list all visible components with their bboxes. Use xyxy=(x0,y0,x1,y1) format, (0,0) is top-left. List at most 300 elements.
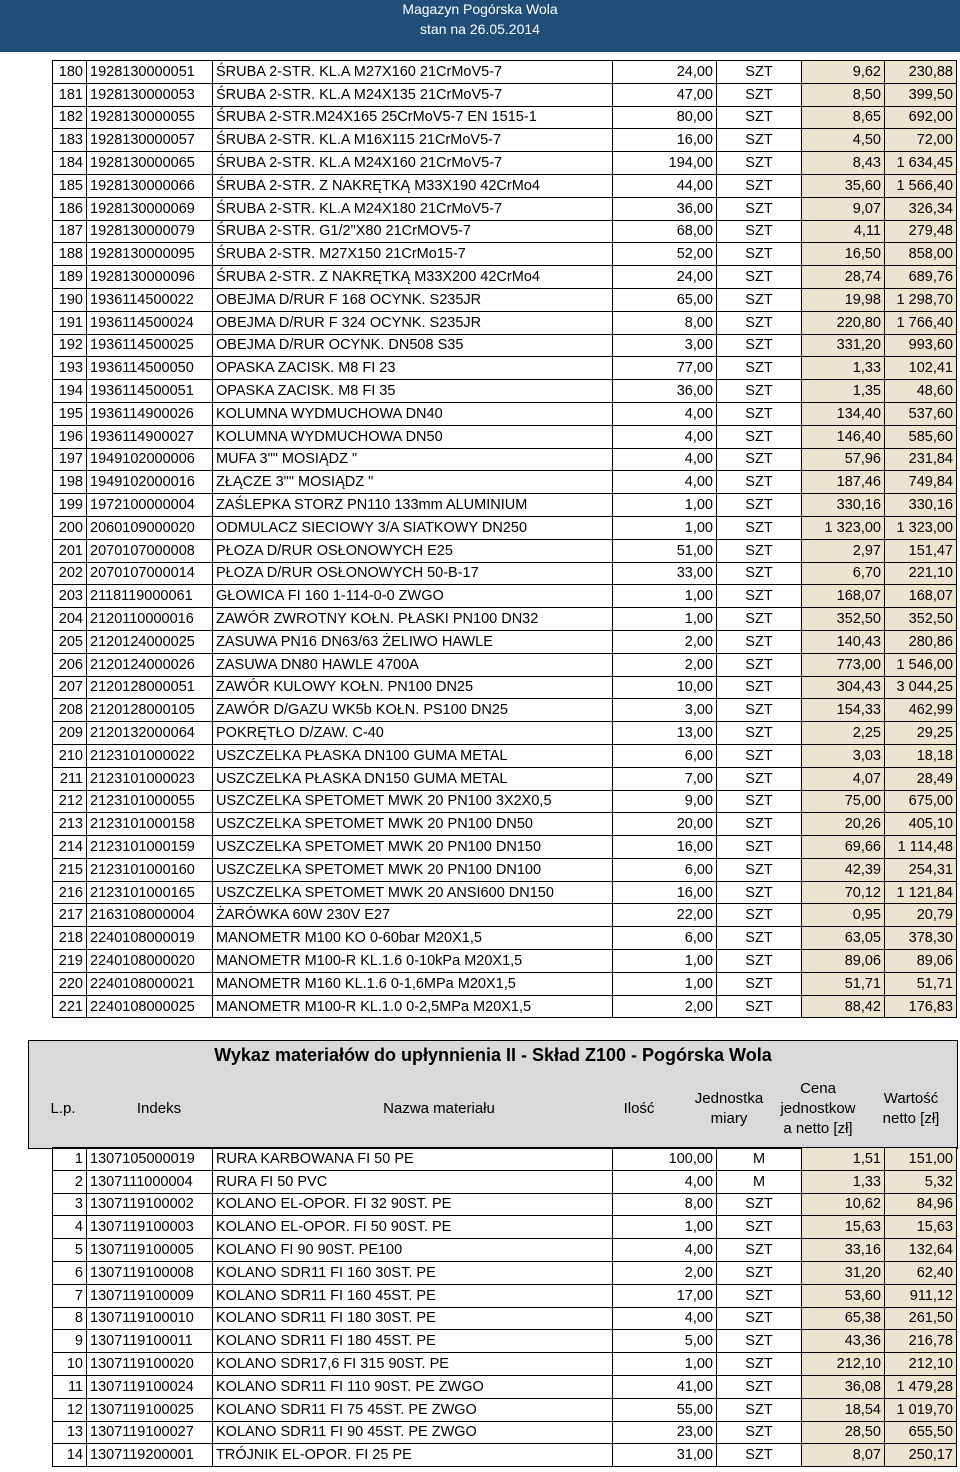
cell-unit-price: 75,00 xyxy=(802,790,885,813)
cell-value: 675,00 xyxy=(885,790,957,813)
table-row xyxy=(53,266,957,289)
cell-unit-price: 35,60 xyxy=(802,174,885,197)
cell-unit-price: 9,62 xyxy=(802,61,885,84)
cell-index: 2123101000165 xyxy=(87,881,213,904)
table-row xyxy=(53,1239,957,1262)
cell-value: 18,18 xyxy=(885,744,957,767)
cell-index: 1928130000055 xyxy=(87,106,213,129)
cell-index: 1928130000095 xyxy=(87,243,213,266)
cell-unit-price: 4,07 xyxy=(802,767,885,790)
table-row xyxy=(53,1421,957,1444)
cell-name: POKRĘTŁO D/ZAW. C-40 xyxy=(213,722,613,745)
col-header-index: Indeks xyxy=(136,1100,182,1117)
cell-value: 5,32 xyxy=(885,1170,957,1193)
cell-quantity: 41,00 xyxy=(613,1375,717,1398)
cell-value: 1 298,70 xyxy=(885,288,957,311)
cell-unit-price: 6,70 xyxy=(802,562,885,585)
cell-quantity: 1,00 xyxy=(613,1353,717,1376)
date-line: stan na 26.05.2014 xyxy=(420,21,540,37)
cell-index: 1307119100020 xyxy=(87,1353,213,1376)
table-row xyxy=(53,744,957,767)
cell-value: 28,49 xyxy=(885,767,957,790)
cell-unit-price: 28,50 xyxy=(802,1421,885,1444)
cell-index: 2118119000061 xyxy=(87,585,213,608)
cell-value: 51,71 xyxy=(885,972,957,995)
cell-unit-price: 331,20 xyxy=(802,334,885,357)
cell-value: 250,17 xyxy=(885,1444,957,1467)
cell-unit: SZT xyxy=(717,174,802,197)
table-row xyxy=(53,608,957,631)
cell-index: 1928130000066 xyxy=(87,174,213,197)
cell-value: 102,41 xyxy=(885,357,957,380)
cell-index: 1307119100008 xyxy=(87,1261,213,1284)
col-header-qty: Ilość xyxy=(623,1100,655,1117)
cell-lp: 203 xyxy=(53,585,87,608)
cell-index: 1972100000004 xyxy=(87,494,213,517)
cell-value: 212,10 xyxy=(885,1353,957,1376)
cell-lp: 8 xyxy=(53,1307,87,1330)
col-header-unit xyxy=(684,1089,774,1129)
cell-name: ŚRUBA 2-STR. KL.A M24X135 21CrMoV5-7 xyxy=(213,83,613,106)
cell-unit: SZT xyxy=(717,1444,802,1467)
cell-index: 2120124000025 xyxy=(87,630,213,653)
cell-unit-price: 18,54 xyxy=(802,1398,885,1421)
cell-lp: 201 xyxy=(53,539,87,562)
cell-unit-price: 330,16 xyxy=(802,494,885,517)
cell-name: KOLANO SDR11 FI 180 30ST. PE xyxy=(213,1307,613,1330)
table-row xyxy=(53,425,957,448)
col-header-value xyxy=(867,1089,955,1129)
table-row xyxy=(53,1216,957,1239)
cell-index: 1936114500051 xyxy=(87,380,213,403)
cell-quantity: 2,00 xyxy=(613,653,717,676)
cell-unit-price: 154,33 xyxy=(802,699,885,722)
cell-unit-price: 8,43 xyxy=(802,152,885,175)
cell-unit: SZT xyxy=(717,129,802,152)
table-row xyxy=(53,1170,957,1193)
cell-value: 1 566,40 xyxy=(885,174,957,197)
cell-lp: 200 xyxy=(53,516,87,539)
cell-unit-price: 16,50 xyxy=(802,243,885,266)
cell-unit: SZT xyxy=(717,220,802,243)
cell-name: ŚRUBA 2-STR. Z NAKRĘTKĄ M33X200 42CrMo4 xyxy=(213,266,613,289)
cell-index: 2123101000160 xyxy=(87,858,213,881)
col-header-value-line1: Wartość xyxy=(883,1090,939,1107)
cell-name: USZCZELKA PŁASKA DN100 GUMA METAL xyxy=(213,744,613,767)
cell-unit-price: 1,33 xyxy=(802,1170,885,1193)
cell-quantity: 4,00 xyxy=(613,425,717,448)
cell-unit: SZT xyxy=(717,402,802,425)
cell-lp: 219 xyxy=(53,950,87,973)
cell-name: KOLANO SDR11 FI 75 45ST. PE ZWGO xyxy=(213,1398,613,1421)
materials-table-1 xyxy=(52,60,957,1018)
col-header-price-line3: a netto [zł] xyxy=(783,1120,853,1137)
cell-unit: SZT xyxy=(717,1239,802,1262)
table-row xyxy=(53,106,957,129)
cell-lp: 2 xyxy=(53,1170,87,1193)
table-row xyxy=(53,767,957,790)
table-row xyxy=(53,1444,957,1467)
cell-lp: 195 xyxy=(53,402,87,425)
cell-lp: 12 xyxy=(53,1398,87,1421)
cell-index: 1928130000053 xyxy=(87,83,213,106)
cell-index: 2240108000025 xyxy=(87,995,213,1018)
cell-unit-price: 51,71 xyxy=(802,972,885,995)
table-row xyxy=(53,1353,957,1376)
cell-name: USZCZELKA SPETOMET MWK 20 PN100 3X2X0,5 xyxy=(213,790,613,813)
cell-unit-price: 212,10 xyxy=(802,1353,885,1376)
cell-index: 1928130000051 xyxy=(87,61,213,84)
cell-unit: SZT xyxy=(717,288,802,311)
table-row xyxy=(53,539,957,562)
cell-unit: SZT xyxy=(717,676,802,699)
cell-quantity: 52,00 xyxy=(613,243,717,266)
cell-name: KOLANO SDR11 FI 110 90ST. PE ZWGO xyxy=(213,1375,613,1398)
cell-value: 993,60 xyxy=(885,334,957,357)
table-row xyxy=(53,311,957,334)
cell-name: GŁOWICA FI 160 1-114-0-0 ZWGO xyxy=(213,585,613,608)
cell-index: 1928130000079 xyxy=(87,220,213,243)
cell-quantity: 33,00 xyxy=(613,562,717,585)
table-row xyxy=(53,1284,957,1307)
cell-index: 2060109000020 xyxy=(87,516,213,539)
cell-unit-price: 146,40 xyxy=(802,425,885,448)
cell-unit: SZT xyxy=(717,243,802,266)
cell-name: USZCZELKA SPETOMET MWK 20 PN100 DN50 xyxy=(213,813,613,836)
table-row xyxy=(53,402,957,425)
cell-unit-price: 1,51 xyxy=(802,1148,885,1171)
cell-value: 151,47 xyxy=(885,539,957,562)
cell-unit: SZT xyxy=(717,562,802,585)
cell-unit-price: 4,50 xyxy=(802,129,885,152)
cell-name: ŚRUBA 2-STR. G1/2"X80 21CrMOV5-7 xyxy=(213,220,613,243)
cell-quantity: 36,00 xyxy=(613,380,717,403)
cell-quantity: 4,00 xyxy=(613,1170,717,1193)
cell-value: 221,10 xyxy=(885,562,957,585)
cell-unit-price: 4,11 xyxy=(802,220,885,243)
table-row xyxy=(53,516,957,539)
cell-unit: SZT xyxy=(717,1421,802,1444)
cell-unit: SZT xyxy=(717,516,802,539)
cell-name: ZAWÓR KULOWY KOŁN. PN100 DN25 xyxy=(213,676,613,699)
cell-unit-price: 9,07 xyxy=(802,197,885,220)
cell-name: ZAWÓR D/GAZU WK5b KOŁN. PS100 DN25 xyxy=(213,699,613,722)
cell-unit: SZT xyxy=(717,1261,802,1284)
cell-value: 537,60 xyxy=(885,402,957,425)
cell-lp: 180 xyxy=(53,61,87,84)
table-row xyxy=(53,699,957,722)
cell-value: 29,25 xyxy=(885,722,957,745)
cell-name: ZAWÓR ZWROTNY KOŁN. PŁASKI PN100 DN32 xyxy=(213,608,613,631)
cell-name: ŚRUBA 2-STR. KL.A M24X180 21CrMoV5-7 xyxy=(213,197,613,220)
cell-unit-price: 187,46 xyxy=(802,471,885,494)
cell-name: ZŁĄCZE 3"" MOSIĄDZ " xyxy=(213,471,613,494)
cell-index: 1307119100011 xyxy=(87,1330,213,1353)
cell-unit: SZT xyxy=(717,83,802,106)
cell-index: 2240108000020 xyxy=(87,950,213,973)
cell-name: PŁOZA D/RUR OSŁONOWYCH 50-B-17 xyxy=(213,562,613,585)
cell-unit-price: 0,95 xyxy=(802,904,885,927)
cell-index: 1928130000057 xyxy=(87,129,213,152)
cell-index: 2120132000064 xyxy=(87,722,213,745)
cell-lp: 217 xyxy=(53,904,87,927)
table-row xyxy=(53,357,957,380)
cell-unit: SZT xyxy=(717,767,802,790)
cell-unit-price: 36,08 xyxy=(802,1375,885,1398)
cell-quantity: 194,00 xyxy=(613,152,717,175)
cell-quantity: 4,00 xyxy=(613,402,717,425)
materials-table-2 xyxy=(52,1147,957,1467)
cell-unit: SZT xyxy=(717,266,802,289)
cell-lp: 181 xyxy=(53,83,87,106)
cell-value: 279,48 xyxy=(885,220,957,243)
cell-index: 1936114500022 xyxy=(87,288,213,311)
table-row xyxy=(53,722,957,745)
cell-name: ŻARÓWKA 60W 230V E27 xyxy=(213,904,613,927)
cell-value: 216,78 xyxy=(885,1330,957,1353)
table-row xyxy=(53,1330,957,1353)
cell-unit-price: 57,96 xyxy=(802,448,885,471)
cell-quantity: 77,00 xyxy=(613,357,717,380)
cell-index: 1928130000065 xyxy=(87,152,213,175)
cell-unit: SZT xyxy=(717,425,802,448)
table-row xyxy=(53,197,957,220)
cell-unit: SZT xyxy=(717,995,802,1018)
cell-lp: 182 xyxy=(53,106,87,129)
cell-quantity: 68,00 xyxy=(613,220,717,243)
cell-unit: M xyxy=(717,1148,802,1171)
cell-lp: 7 xyxy=(53,1284,87,1307)
cell-lp: 209 xyxy=(53,722,87,745)
table-row xyxy=(53,1307,957,1330)
cell-name: OPASKA ZACISK. M8 FI 35 xyxy=(213,380,613,403)
cell-index: 1949102000016 xyxy=(87,471,213,494)
cell-value: 176,83 xyxy=(885,995,957,1018)
cell-quantity: 31,00 xyxy=(613,1444,717,1467)
cell-name: MUFA 3"" MOSIĄDZ " xyxy=(213,448,613,471)
cell-value: 692,00 xyxy=(885,106,957,129)
cell-value: 168,07 xyxy=(885,585,957,608)
table-row xyxy=(53,288,957,311)
table-row xyxy=(53,1148,957,1171)
table-row xyxy=(53,129,957,152)
cell-quantity: 4,00 xyxy=(613,1239,717,1262)
cell-quantity: 24,00 xyxy=(613,61,717,84)
cell-value: 462,99 xyxy=(885,699,957,722)
cell-value: 1 479,28 xyxy=(885,1375,957,1398)
cell-name: ŚRUBA 2-STR. M27X150 21CrMo15-7 xyxy=(213,243,613,266)
cell-quantity: 16,00 xyxy=(613,836,717,859)
table-row xyxy=(53,1261,957,1284)
cell-unit-price: 69,66 xyxy=(802,836,885,859)
table-row xyxy=(53,61,957,84)
cell-name: KOLANO EL-OPOR. FI 50 90ST. PE xyxy=(213,1216,613,1239)
table-row xyxy=(53,950,957,973)
cell-unit-price: 8,65 xyxy=(802,106,885,129)
cell-value: 72,00 xyxy=(885,129,957,152)
cell-value: 20,79 xyxy=(885,904,957,927)
cell-value: 48,60 xyxy=(885,380,957,403)
cell-unit: SZT xyxy=(717,1216,802,1239)
col-header-value-line2: netto [zł] xyxy=(882,1110,940,1127)
table-row xyxy=(53,220,957,243)
cell-index: 1307119100025 xyxy=(87,1398,213,1421)
cell-value: 15,63 xyxy=(885,1216,957,1239)
cell-index: 1949102000006 xyxy=(87,448,213,471)
cell-unit-price: 773,00 xyxy=(802,653,885,676)
cell-index: 1307119100002 xyxy=(87,1193,213,1216)
cell-lp: 9 xyxy=(53,1330,87,1353)
table-row xyxy=(53,152,957,175)
cell-lp: 202 xyxy=(53,562,87,585)
table-row xyxy=(53,174,957,197)
cell-unit-price: 8,50 xyxy=(802,83,885,106)
cell-value: 655,50 xyxy=(885,1421,957,1444)
cell-unit: SZT xyxy=(717,106,802,129)
warehouse-title: Magazyn Pogórska Wola xyxy=(402,1,558,17)
cell-quantity: 23,00 xyxy=(613,1421,717,1444)
cell-name: ŚRUBA 2-STR. Z NAKRĘTKĄ M33X190 42CrMo4 xyxy=(213,174,613,197)
cell-unit-price: 88,42 xyxy=(802,995,885,1018)
cell-index: 2123101000158 xyxy=(87,813,213,836)
cell-lp: 218 xyxy=(53,927,87,950)
cell-unit: SZT xyxy=(717,1398,802,1421)
cell-quantity: 20,00 xyxy=(613,813,717,836)
cell-index: 1307111000004 xyxy=(87,1170,213,1193)
cell-index: 2123101000159 xyxy=(87,836,213,859)
col-header-price-line1: Cena xyxy=(800,1080,836,1097)
cell-lp: 1 xyxy=(53,1148,87,1171)
cell-lp: 210 xyxy=(53,744,87,767)
cell-quantity: 1,00 xyxy=(613,585,717,608)
cell-unit: SZT xyxy=(717,744,802,767)
cell-lp: 204 xyxy=(53,608,87,631)
cell-name: OBEJMA D/RUR F 168 OCYNK. S235JR xyxy=(213,288,613,311)
cell-quantity: 8,00 xyxy=(613,1193,717,1216)
cell-name: OPASKA ZACISK. M8 FI 23 xyxy=(213,357,613,380)
cell-name: USZCZELKA PŁASKA DN150 GUMA METAL xyxy=(213,767,613,790)
cell-quantity: 2,00 xyxy=(613,630,717,653)
cell-lp: 211 xyxy=(53,767,87,790)
cell-name: USZCZELKA SPETOMET MWK 20 PN100 DN100 xyxy=(213,858,613,881)
cell-value: 254,31 xyxy=(885,858,957,881)
cell-unit-price: 63,05 xyxy=(802,927,885,950)
cell-quantity: 100,00 xyxy=(613,1148,717,1171)
cell-index: 1307119100027 xyxy=(87,1421,213,1444)
cell-lp: 207 xyxy=(53,676,87,699)
cell-unit-price: 2,97 xyxy=(802,539,885,562)
table-row xyxy=(53,83,957,106)
table-row xyxy=(53,243,957,266)
cell-quantity: 24,00 xyxy=(613,266,717,289)
cell-unit: SZT xyxy=(717,608,802,631)
cell-name: KOLANO SDR11 FI 90 45ST. PE ZWGO xyxy=(213,1421,613,1444)
cell-lp: 215 xyxy=(53,858,87,881)
cell-quantity: 1,00 xyxy=(613,494,717,517)
cell-unit-price: 8,07 xyxy=(802,1444,885,1467)
cell-index: 1936114500050 xyxy=(87,357,213,380)
cell-unit: SZT xyxy=(717,357,802,380)
table-row xyxy=(53,927,957,950)
cell-index: 2123101000055 xyxy=(87,790,213,813)
cell-value: 132,64 xyxy=(885,1239,957,1262)
cell-value: 3 044,25 xyxy=(885,676,957,699)
table-row xyxy=(53,972,957,995)
cell-unit: SZT xyxy=(717,334,802,357)
cell-name: TRÓJNIK EL-OPOR. FI 25 PE xyxy=(213,1444,613,1467)
cell-unit-price: 53,60 xyxy=(802,1284,885,1307)
cell-quantity: 1,00 xyxy=(613,608,717,631)
cell-lp: 11 xyxy=(53,1375,87,1398)
cell-index: 1307119100005 xyxy=(87,1239,213,1262)
table-row xyxy=(53,1398,957,1421)
cell-name: MANOMETR M160 KL.1.6 0-1,6MPa M20X1,5 xyxy=(213,972,613,995)
cell-unit: SZT xyxy=(717,197,802,220)
cell-unit-price: 15,63 xyxy=(802,1216,885,1239)
cell-unit-price: 10,62 xyxy=(802,1193,885,1216)
cell-value: 405,10 xyxy=(885,813,957,836)
cell-lp: 198 xyxy=(53,471,87,494)
cell-unit: SZT xyxy=(717,699,802,722)
cell-lp: 221 xyxy=(53,995,87,1018)
table-row xyxy=(53,494,957,517)
table-row xyxy=(53,1193,957,1216)
cell-index: 1936114900027 xyxy=(87,425,213,448)
cell-unit-price: 168,07 xyxy=(802,585,885,608)
cell-name: ZASUWA PN16 DN63/63 ŻELIWO HAWLE xyxy=(213,630,613,653)
table-row xyxy=(53,471,957,494)
cell-unit-price: 140,43 xyxy=(802,630,885,653)
cell-index: 1928130000096 xyxy=(87,266,213,289)
cell-value: 1 323,00 xyxy=(885,516,957,539)
cell-value: 280,86 xyxy=(885,630,957,653)
cell-quantity: 16,00 xyxy=(613,881,717,904)
table-row xyxy=(53,676,957,699)
cell-unit: SZT xyxy=(717,858,802,881)
cell-unit-price: 89,06 xyxy=(802,950,885,973)
cell-lp: 194 xyxy=(53,380,87,403)
cell-unit: SZT xyxy=(717,471,802,494)
cell-lp: 208 xyxy=(53,699,87,722)
cell-unit-price: 352,50 xyxy=(802,608,885,631)
cell-unit-price: 1,35 xyxy=(802,380,885,403)
cell-value: 399,50 xyxy=(885,83,957,106)
cell-name: RURA FI 50 PVC xyxy=(213,1170,613,1193)
table-row xyxy=(53,653,957,676)
cell-quantity: 65,00 xyxy=(613,288,717,311)
cell-name: ŚRUBA 2-STR. KL.A M27X160 21CrMoV5-7 xyxy=(213,61,613,84)
col-header-price-line2: jednostkow xyxy=(780,1100,856,1117)
cell-value: 326,34 xyxy=(885,197,957,220)
cell-index: 1307119200001 xyxy=(87,1444,213,1467)
cell-unit: SZT xyxy=(717,790,802,813)
cell-index: 1936114500024 xyxy=(87,311,213,334)
cell-name: KOLANO FI 90 90ST. PE100 xyxy=(213,1239,613,1262)
cell-name: MANOMETR M100 KO 0-60bar M20X1,5 xyxy=(213,927,613,950)
page-header-banner xyxy=(0,0,960,52)
cell-index: 2123101000023 xyxy=(87,767,213,790)
cell-unit: SZT xyxy=(717,1284,802,1307)
cell-value: 89,06 xyxy=(885,950,957,973)
cell-index: 1307119100003 xyxy=(87,1216,213,1239)
cell-lp: 193 xyxy=(53,357,87,380)
cell-lp: 190 xyxy=(53,288,87,311)
cell-unit: SZT xyxy=(717,152,802,175)
cell-index: 2120124000026 xyxy=(87,653,213,676)
cell-lp: 3 xyxy=(53,1193,87,1216)
cell-value: 1 121,84 xyxy=(885,881,957,904)
cell-quantity: 4,00 xyxy=(613,471,717,494)
